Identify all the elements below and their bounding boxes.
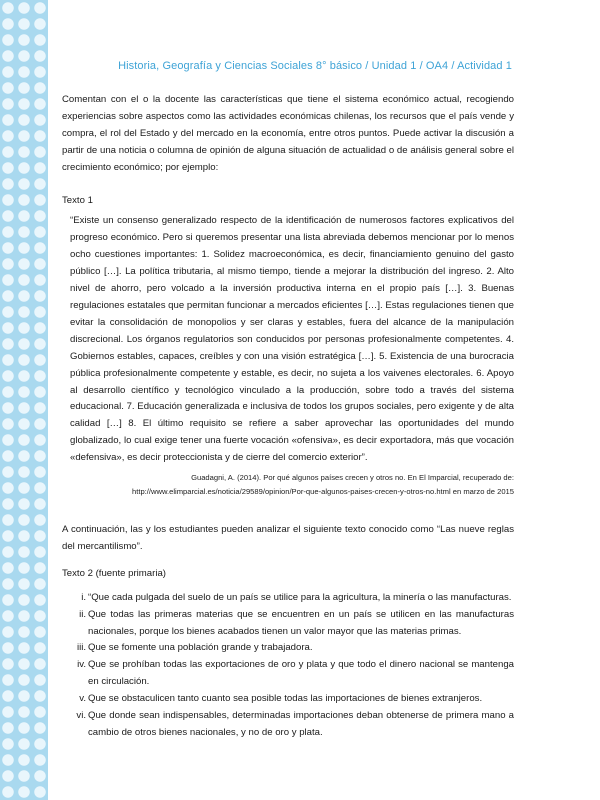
list-item-number: iv. — [77, 659, 86, 671]
list-item-text: Que se obstaculicen tanto cuanto sea posible todas las importaciones de bienes extranjeros. — [88, 693, 483, 705]
list-item-number: vi. — [76, 710, 86, 722]
list-item-number: ii. — [79, 608, 86, 620]
texto1-label: Texto 1 — [62, 194, 93, 206]
texto1-citation — [62, 471, 514, 498]
texto1-quote: “Existe un consenso generalizado respecto de la identificación de numerosos factores explicativos del progreso económico. Pero si queremos presentar una lista abreviada debemos mencionar por lo menos ocho cuestiones importantes: 1. Solidez macroeconómica, es decir, financiamiento genuino del gasto público […]. La política tributaria, al mismo tiempo, tiende a mejorar la distribución del ingreso. 2. Alto nivel de ahorro, pero volcado a la inversión productiva interna en el propio país […]. 3. Buenas regulaciones estatales que permitan funcionar a mercados eficientes […]. Estas regulaciones tienen que evitar la consolidación de monopolios y ser claras y estables, fuera del alcance de la manipulación discrecional. Los órganos regulatorios son conducidos por personas profesionalmente competentes. 4. Gobiernos estables, capaces, creíbles y con una visión estratégica […]. 5. Existencia de una burocracia pública profesionalmente competente y estable, es decir, no sujeta a los vaivenes electorales. 6. Apoyo al desarrollo científico y tecnológico vinculado a la producción, sobre todo a través del sistema educacional. 7. Educación generalizada e inclusiva de todos los grupos sociales, pero exigente y de alta calidad […] 8. El último requisito se refiere a saber aprovechar las oportunidades del mundo globalizado, lo cual exige tener una fuerte vocación «ofensiva», es decir exportadora, más que vocación «defensiva», es decir proteccionista y de cierre del comercio exterior”. — [70, 215, 514, 464]
list-item-text: “Que cada pulgada del suelo de un país se utilice para la agricultura, la minería o las manufacturas. — [88, 591, 512, 603]
list-item-text: Que todas las primeras materias que se encuentren en un país se utilicen en las manufacturas nacionales, porque los bienes acabados tienen un valor mayor que las materias primas. — [88, 608, 514, 637]
list-item-text: Que donde sean indispensables, determinadas importaciones deban obtenerse de primera mano a cambio de otros bienes nacionales, y no de oro y plata. — [88, 710, 514, 738]
list-item — [62, 607, 514, 641]
list-item — [62, 590, 514, 607]
list-item-text: Que se fomente una población grande y trabajadora. — [88, 642, 313, 654]
list-item-number: v. — [79, 693, 86, 705]
list-item — [62, 640, 514, 657]
citation-line-1: Guadagni, A. (2014). Por qué algunos países crecen y otros no. En El Imparcial, recuperado de: — [191, 473, 514, 483]
list-item-text: Que se prohíban todas las exportaciones de oro y plata y que todo el dinero nacional se mantenga en circulación. — [88, 659, 514, 688]
intro-paragraph: Comentan con el o la docente las características que tiene el sistema económico actual, recogiendo experiencias sobre aspectos como las actividades económicas chilenas, los recursos que el país vende y compra, el rol del Estado y del mercado en la economía, entre otros puntos. Puede activar la discusión a partir de una noticia o columna de opinión de alguna situación de actualidad o de análisis general sobre el crecimiento económico; por ejemplo: — [62, 94, 514, 173]
decorative-dot-border — [0, 0, 48, 800]
second-paragraph: A continuación, las y los estudiantes pueden analizar el siguiente texto conocido como “Las nueve reglas del mercantilismo”. — [62, 524, 514, 552]
list-item — [62, 691, 514, 708]
list-item-number: i. — [81, 591, 86, 603]
page-header: Historia, Geografía y Ciencias Sociales 8° básico / Unidad 1 / OA4 / Actividad 1 — [118, 60, 512, 72]
mercantilism-rules-list — [62, 590, 514, 742]
list-item-number: iii. — [76, 642, 86, 654]
texto2-label: Texto 2 (fuente primaria) — [62, 567, 166, 579]
citation-line-2: http://www.elimparcial.es/noticia/29589/opinion/Por-que-algunos-paises-crecen-y-otros-no.html en marzo de 2015 — [132, 486, 514, 496]
list-item — [62, 657, 514, 691]
list-item — [62, 708, 514, 742]
page-content — [62, 92, 514, 742]
